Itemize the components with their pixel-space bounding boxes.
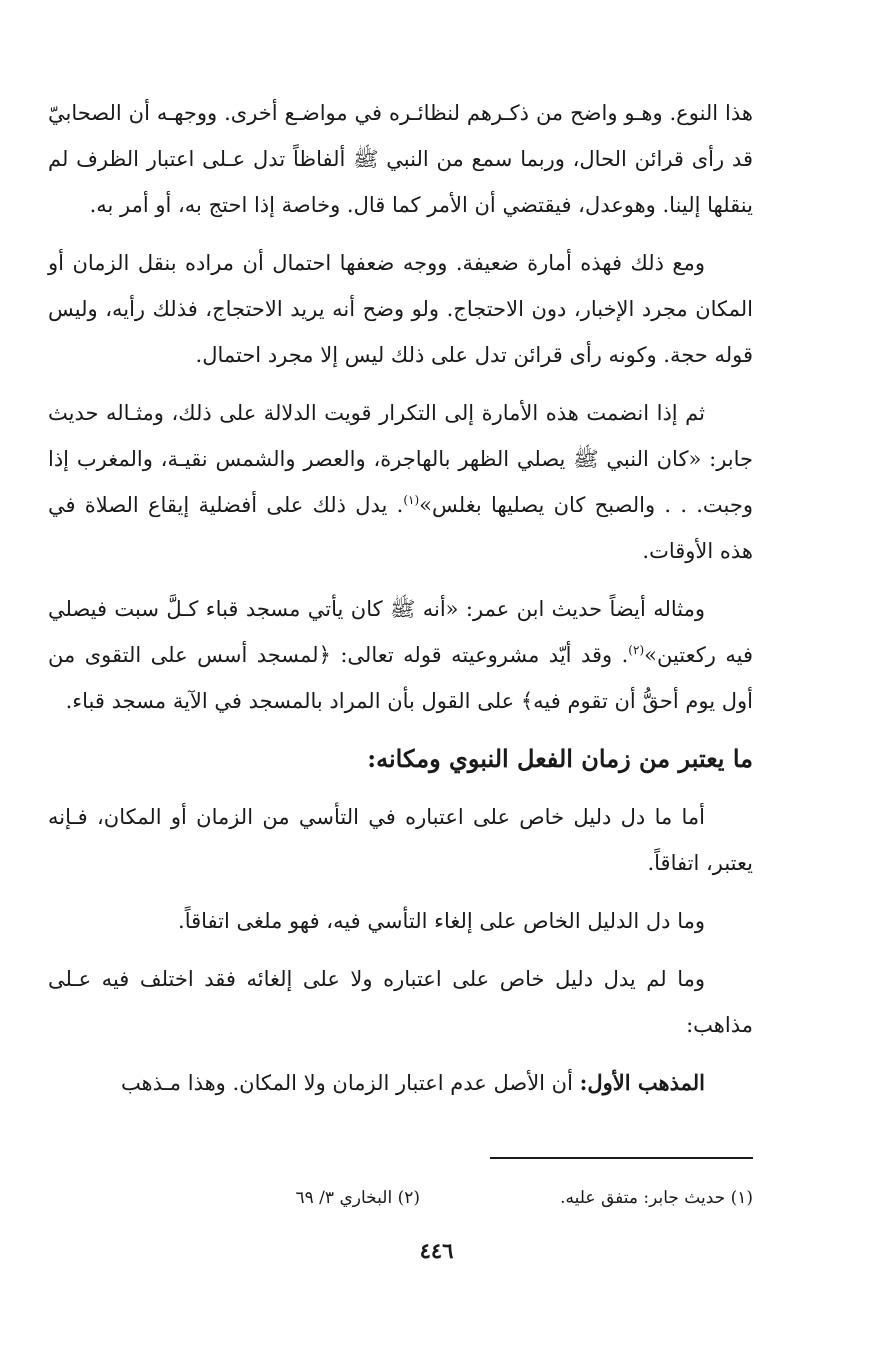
paragraph-2: ومع ذلك فهذه أمارة ضعيفة. ووجه ضعفها احتمال أن مراده بنقل الزمان أو المكان مجرد الإخبار، دون الاحتجاج. ولو وضح أنه يريد الاحتجاج، فذلك رأيه، وليس قوله حجة. وكونه رأى قرائن تدل على ذلك ليس إلا مجرد احتمال.	[48, 251, 753, 367]
paragraph-3-tail: . يدل ذلك على أفضلية إيقاع الصلاة في هذه الأوقات.	[48, 493, 753, 563]
footnote-ref-2: (٢)	[628, 643, 645, 657]
paragraph-4-tail: . وقد أيّد مشروعيته قوله تعالى: ﴿لمسجد أسس على التقوى من أول يوم أحقُّ أن تقوم فيه﴾ على القول بأن المراد بالمسجد في الآية مسجد قباء.	[48, 643, 753, 713]
paragraph-7: وما لم يدل دليل خاص على اعتباره ولا على إلغائه فقد اختلف فيه عـلى مذاهب:	[48, 967, 753, 1037]
footnote-1: (١) حديث جابر: متفق عليه.	[560, 1188, 753, 1208]
paragraph-8	[48, 1060, 753, 1106]
footnote-ref-1: (١)	[403, 493, 420, 507]
paragraph-3-main: ثم إذا انضمت هذه الأمارة إلى التكرار قويت الدلالة على ذلك، ومثـاله حديث جابر: «كان النبي ﷺ يصلي الظهر بالهاجرة، والعصر والشمس نقيـة، والمغرب إذا وجبت. . . والصبح كان يصليها بغلس»	[48, 401, 753, 517]
paragraph-4	[48, 586, 753, 724]
footnote-divider	[490, 1157, 753, 1159]
body-text	[48, 90, 753, 1118]
page-number: ٤٤٦	[419, 1238, 454, 1263]
paragraph-3	[48, 390, 753, 574]
paragraph-6: وما دل الدليل الخاص على إلغاء التأسي فيه، فهو ملغى اتفاقاً.	[178, 909, 705, 933]
footnote-2: (٢) البخاري ٣/ ٦٩	[295, 1188, 420, 1208]
paragraph-8-term: المذهب الأول:	[579, 1070, 705, 1095]
paragraph-5: أما ما دل دليل خاص على اعتباره في التأسي من الزمان أو المكان، فـإنه يعتبر، اتفاقاً.	[48, 805, 753, 875]
paragraph-1: هذا النوع. وهـو واضح من ذكـرهم لنظائـره في مواضـع أخرى. ووجهـه أن الصحابيّ قد رأى قرائن الحال، وربما سمع من النبي ﷺ ألفاظاً تدل عـلى اعتبار الظرف لم ينقلها إلينا. وهوعدل، فيقتضي أن الأمر كما قال. وخاصة إذا احتج به، أو أمر به.	[48, 101, 753, 217]
paragraph-8-text: أن الأصل عدم اعتبار الزمان ولا المكان. وهذا مـذهب	[120, 1071, 580, 1095]
paragraph-4-main: ومثاله أيضاً حديث ابن عمر: «أنه ﷺ كان يأتي مسجد قباء كـلَّ سبت فيصلي فيه ركعتين»	[48, 597, 753, 667]
section-heading: ما يعتبر من زمان الفعل النبوي ومكانه:	[367, 744, 753, 773]
